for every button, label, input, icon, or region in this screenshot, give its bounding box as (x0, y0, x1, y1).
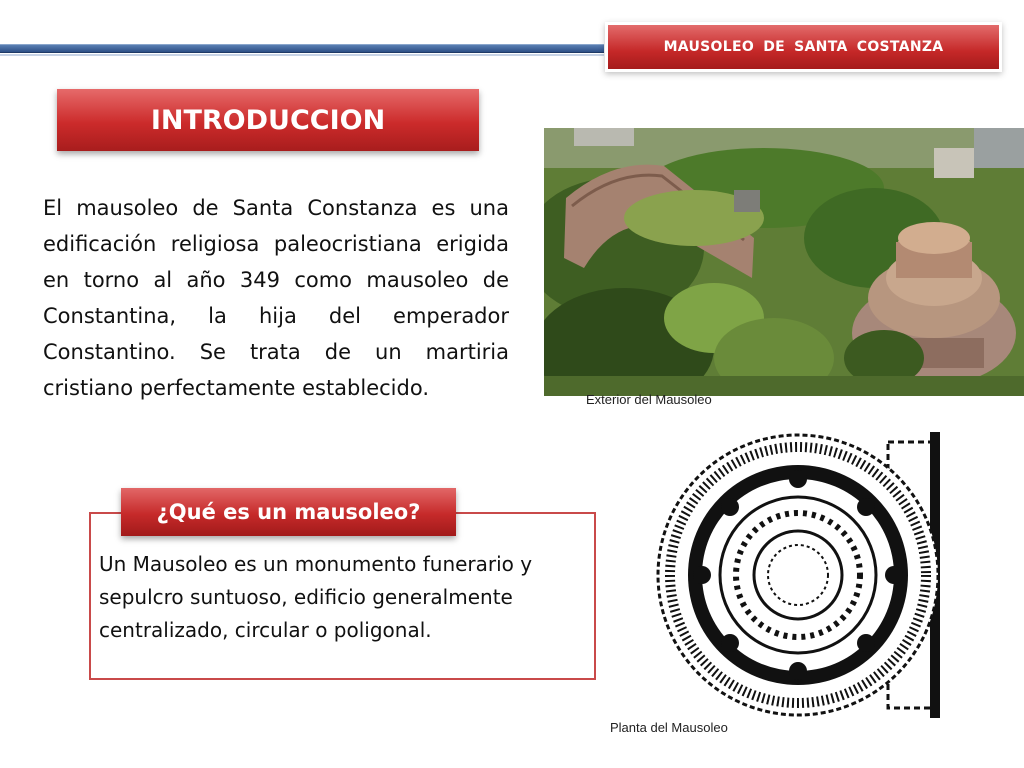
mausoleum-exterior-photo (544, 128, 1024, 396)
slide-header-title: MAUSOLEO DE SANTA COSTANZA (608, 25, 999, 69)
floor-plan-caption: Planta del Mausoleo (610, 720, 728, 735)
top-blue-rule (0, 44, 604, 53)
intro-heading: INTRODUCCION (57, 89, 479, 151)
definition-text: Un Mausoleo es un monumento funerario y sepulcro suntuoso, edificio generalmente centralizado, circular o poligonal. (99, 552, 533, 642)
exterior-photo-caption: Exterior del Mausoleo (586, 392, 712, 407)
definition-heading: ¿Qué es un mausoleo? (121, 488, 456, 536)
top-blue-rule-shadow (0, 54, 604, 56)
intro-paragraph: El mausoleo de Santa Constanza es una edificación religiosa paleocristiana erigida en torno al año 349 como mausoleo de Constantina, la hija del emperador Constantino. Se trata de un martiria cristiano perfectamente establecido. (43, 196, 509, 400)
mausoleum-floor-plan (652, 432, 946, 718)
